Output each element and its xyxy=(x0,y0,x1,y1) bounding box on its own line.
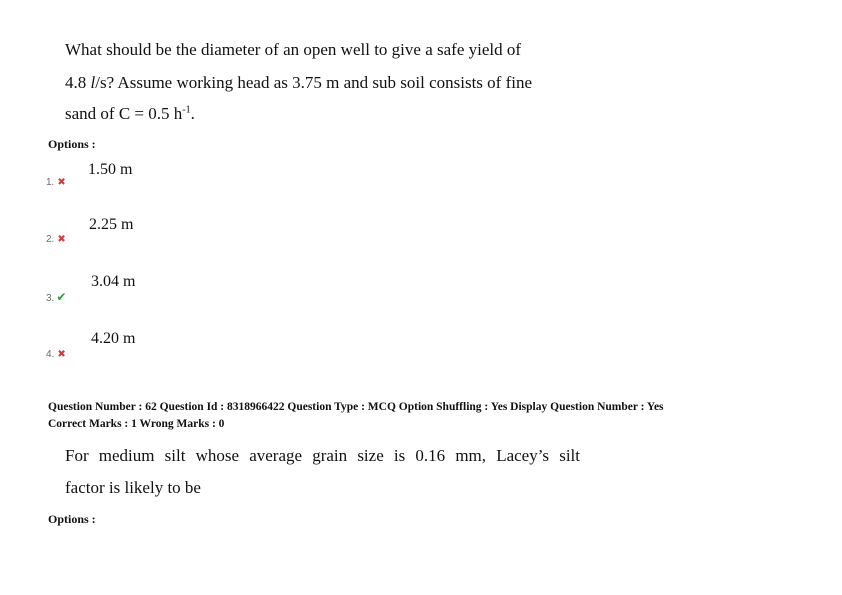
options-label: Options : xyxy=(48,137,96,151)
option-2-text: 2.25 m xyxy=(89,216,134,233)
question-text-superscript: -1 xyxy=(182,104,191,116)
option-number-label: 3. xyxy=(46,293,55,304)
cross-icon: ✖ xyxy=(57,234,66,245)
question-text-line-2 xyxy=(65,73,532,93)
question-text-segment: /s? Assume working head as 3.75 m and sub soil consists of fine xyxy=(95,73,532,92)
option-number-label: 1. xyxy=(46,177,55,188)
question-text-segment: . xyxy=(190,104,195,123)
options-label-2: Options : xyxy=(48,512,96,526)
option-1-number xyxy=(46,177,66,188)
option-number-label: 4. xyxy=(46,349,55,360)
option-4-number xyxy=(46,349,66,360)
option-4-text: 4.20 m xyxy=(91,330,136,347)
option-number-label: 2. xyxy=(46,234,55,245)
cross-icon: ✖ xyxy=(57,177,66,188)
question-text-segment: sand of C = 0.5 h xyxy=(65,104,183,123)
question-text-italic-l: l xyxy=(90,73,96,92)
cross-icon: ✖ xyxy=(57,349,66,360)
next-question-text-line-1: For medium silt whose average grain size is 0.16 mm, Lacey’s silt xyxy=(65,446,580,465)
check-icon: ✔ xyxy=(56,290,67,304)
question-meta-line-2: Correct Marks : 1 Wrong Marks : 0 xyxy=(48,418,225,430)
option-2-number xyxy=(46,234,66,245)
next-question-text-line-2: factor is likely to be xyxy=(65,478,201,497)
question-meta-line-1: Question Number : 62 Question Id : 8318966422 Question Type : MCQ Option Shuffling : Yes Display Question Number : Yes xyxy=(48,401,664,413)
option-1-text: 1.50 m xyxy=(88,161,133,178)
option-3-number xyxy=(46,290,66,304)
option-3-text: 3.04 m xyxy=(91,273,136,290)
question-text-segment: 4.8 xyxy=(65,73,91,92)
question-text-line-1: What should be the diameter of an open well to give a safe yield of xyxy=(65,40,522,59)
question-text-line-3 xyxy=(65,104,195,124)
